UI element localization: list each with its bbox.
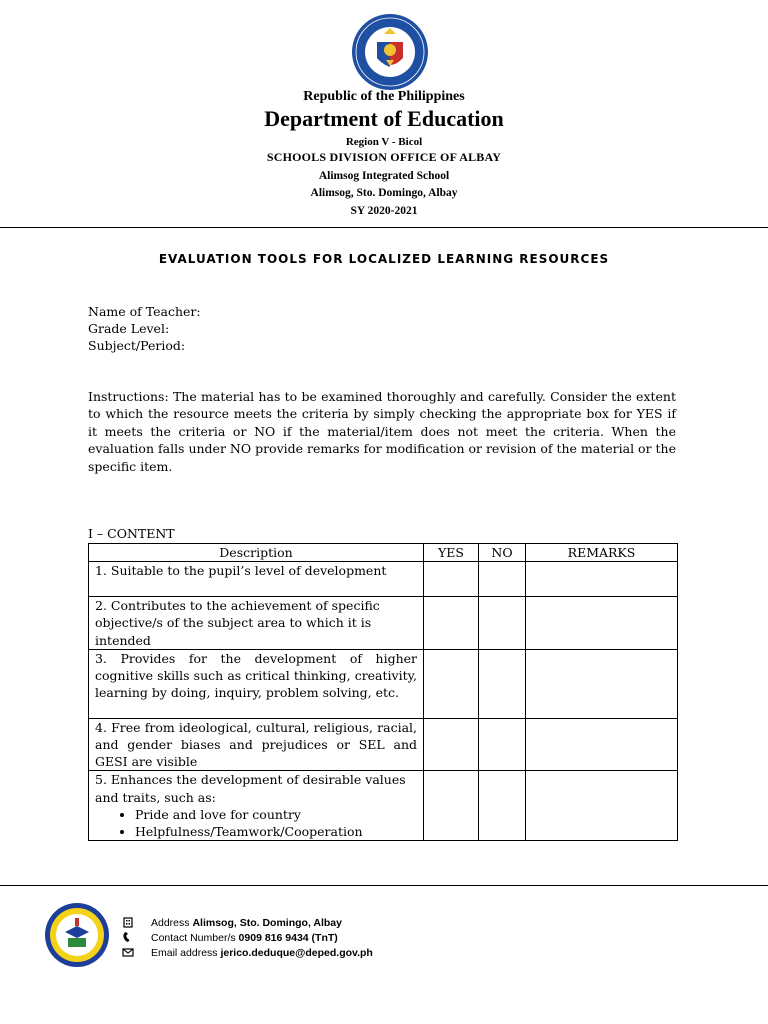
- table-row: [89, 718, 678, 771]
- header-school-year: SY 2020-2021: [350, 205, 418, 217]
- col-header-remarks: REMARKS: [526, 544, 678, 562]
- footer-email: [151, 947, 373, 959]
- header-divider: [0, 227, 768, 228]
- document-title: EVALUATION TOOLS FOR LOCALIZED LEARNING RESOURCES: [158, 252, 610, 266]
- yes-checkbox-cell[interactable]: [424, 649, 479, 718]
- building-icon: [122, 916, 134, 928]
- no-checkbox-cell[interactable]: [479, 771, 526, 841]
- remarks-cell[interactable]: [526, 718, 678, 771]
- criteria-table: [88, 543, 678, 841]
- remarks-cell[interactable]: [526, 597, 678, 650]
- field-grade-label: Grade Level:: [88, 321, 170, 336]
- criterion-description: 2. Contributes to the achievement of specific objective/s of the subject area to which it is intended: [89, 597, 424, 650]
- col-header-no: NO: [479, 544, 526, 562]
- footer-email-label: Email address: [151, 947, 218, 959]
- criterion-description: 4. Free from ideological, cultural, religious, racial, and gender biases and prejudices or SEL and GESI are visible: [89, 718, 424, 771]
- field-subject-label: Subject/Period:: [88, 338, 186, 353]
- criterion-description: [89, 771, 424, 841]
- bullet-item: • Pride and love for country: [135, 806, 417, 823]
- bullet-item: • Helpfulness/Teamwork/Cooperation: [135, 823, 417, 840]
- email-icon: [122, 946, 134, 958]
- section-label: I – CONTENT: [88, 526, 175, 541]
- table-row: [89, 597, 678, 650]
- phone-icon: [122, 931, 134, 943]
- table-row: [89, 562, 678, 597]
- table-row: [89, 771, 678, 841]
- remarks-cell[interactable]: [526, 771, 678, 841]
- criterion-description: 3. Provides for the development of higher cognitive skills such as critical thinking, creativity, learning by doing, inquiry, problem solving, etc.: [89, 649, 424, 718]
- remarks-cell[interactable]: [526, 562, 678, 597]
- yes-checkbox-cell[interactable]: [424, 562, 479, 597]
- yes-checkbox-cell[interactable]: [424, 771, 479, 841]
- no-checkbox-cell[interactable]: [479, 718, 526, 771]
- criterion-text: 5. Enhances the development of desirable values and traits, such as:: [95, 772, 406, 805]
- table-header-row: [89, 544, 678, 562]
- footer-divider: [0, 885, 768, 886]
- footer-address-value: Alimsog, Sto. Domingo, Albay: [192, 917, 342, 929]
- header-department: Department of Education: [264, 106, 504, 131]
- header-school: Alimsog Integrated School: [318, 170, 450, 182]
- footer-contact-label: Contact Number/s: [151, 932, 236, 944]
- deped-seal-logo: [350, 12, 430, 92]
- criterion-bullets: [95, 806, 417, 840]
- no-checkbox-cell[interactable]: [479, 649, 526, 718]
- footer-email-value[interactable]: jerico.deduque@deped.gov.ph: [220, 947, 373, 959]
- no-checkbox-cell[interactable]: [479, 597, 526, 650]
- col-header-yes: YES: [424, 544, 479, 562]
- footer-contact: [151, 932, 338, 944]
- table-row: [89, 649, 678, 718]
- no-checkbox-cell[interactable]: [479, 562, 526, 597]
- footer-contact-value: 0909 816 9434 (TnT): [238, 932, 338, 944]
- field-teacher-label: Name of Teacher:: [88, 304, 201, 319]
- yes-checkbox-cell[interactable]: [424, 718, 479, 771]
- yes-checkbox-cell[interactable]: [424, 597, 479, 650]
- header-division: SCHOOLS DIVISION OFFICE OF ALBAY: [266, 150, 502, 164]
- header-school-address: Alimsog, Sto. Domingo, Albay: [310, 187, 458, 199]
- footer-address: [151, 917, 342, 929]
- footer-address-label: Address: [151, 917, 190, 929]
- school-logo: [44, 902, 110, 968]
- remarks-cell[interactable]: [526, 649, 678, 718]
- header-region: Region V - Bicol: [345, 136, 423, 148]
- header-republic: Republic of the Philippines: [303, 89, 465, 104]
- instructions-paragraph: Instructions: The material has to be examined thoroughly and carefully. Consider the extent to which the resource meets the criteria by simply checking the appropriate box for YES if it meets the criteria or NO if the material/item does not meet the criteria. When the evaluation falls under NO provide remarks for modification or revision of the material or the specific item.: [88, 389, 676, 474]
- col-header-description: Description: [89, 544, 424, 562]
- criterion-description: 1. Suitable to the pupil’s level of development: [89, 562, 424, 597]
